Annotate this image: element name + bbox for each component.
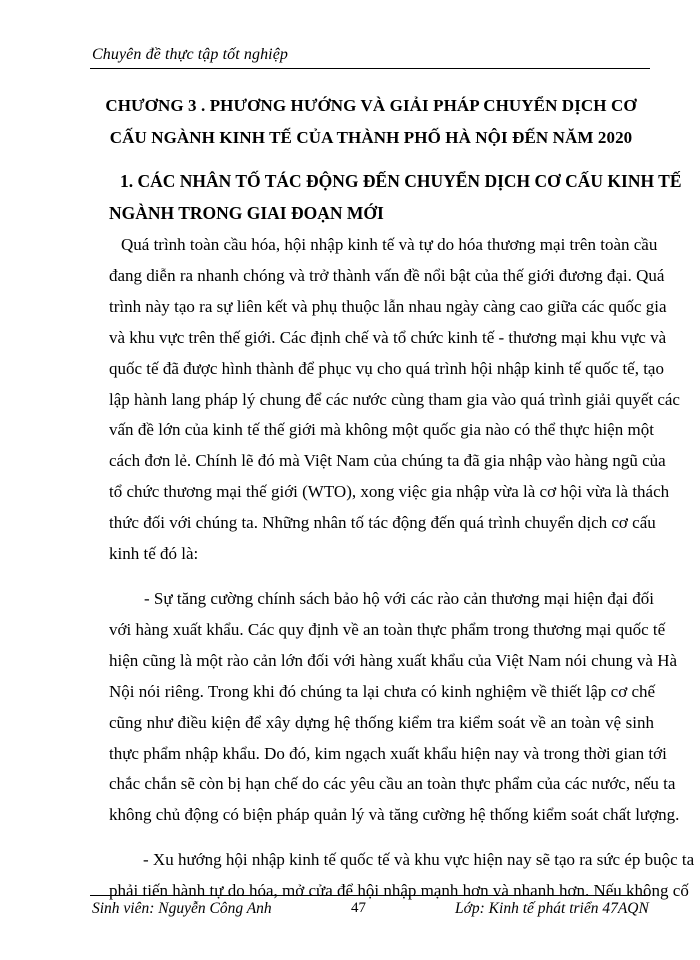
- chapter-title-line: CẤU NGÀNH KINH TẾ CỦA THÀNH PHỐ HÀ NỘI ĐẾN NĂM 2020: [109, 128, 633, 147]
- paragraph-line: với hàng xuất khẩu. Các quy định về an toàn thực phẩm trong thương mại quốc tế: [109, 619, 666, 639]
- paragraph-line: quốc tế đã được hình thành để phục vụ cho quá trình hội nhập kinh tế quốc tế, tạo: [109, 358, 664, 378]
- body-text: [109, 230, 695, 907]
- paragraph-line: cũng như điều kiện để xây dựng hệ thống kiểm tra kiểm soát về an toàn vệ sinh: [109, 712, 654, 732]
- footer-rule: [90, 895, 650, 896]
- chapter-title-line: CHƯƠNG 3 . PHƯƠNG HƯỚNG VÀ GIẢI PHÁP CHUYỂN DỊCH CƠ: [105, 96, 637, 115]
- paragraph-line: cách đơn lẻ. Chính lẽ đó mà Việt Nam của chúng ta đã gia nhập vào hàng ngũ của: [109, 451, 666, 471]
- section-title-line: 1. CÁC NHÂN TỐ TÁC ĐỘNG ĐẾN CHUYỂN DỊCH CƠ CẤU KINH TẾ: [120, 171, 682, 191]
- paragraph-line: Quá trình toàn cầu hóa, hội nhập kinh tế và tự do hóa thương mại trên toàn cầu: [121, 235, 658, 254]
- paragraph-line: phải tiến hành tự do hóa, mở cửa để hội nhập mạnh hơn và nhanh hơn. Nếu không cố: [109, 881, 689, 901]
- paragraph-line: trình này tạo ra sự liên kết và phụ thuộc lẫn nhau ngày càng cao giữa các quốc gia: [109, 296, 667, 316]
- paragraph-line: và khu vực trên thế giới. Các định chế và tổ chức kinh tế - thương mại khu vực và: [109, 327, 667, 347]
- paragraph-line: không chủ động có biện pháp quản lý và tăng cường hệ thống kiểm soát chất lượng.: [109, 805, 680, 825]
- paragraph-line: chắc chắn sẽ còn bị hạn chế do các yêu cầu an toàn thực phẩm của các nước, nếu ta: [109, 774, 676, 794]
- paragraph-line: tổ chức thương mại thế giới (WTO), xong việc gia nhập vừa là cơ hội vừa là thách: [109, 482, 670, 502]
- paragraph-line: - Xu hướng hội nhập kinh tế quốc tế và khu vực hiện nay sẽ tạo ra sức ép buộc ta: [143, 850, 695, 870]
- paragraph-line: thức đối với chúng ta. Những nhân tố tác động đến quá trình chuyển dịch cơ cấu: [109, 513, 656, 533]
- section-title-line: NGÀNH TRONG GIAI ĐOẠN MỚI: [109, 203, 384, 223]
- footer-class: Lớp: Kinh tế phát triển 47AQN: [455, 900, 649, 917]
- paragraph-line: đang diễn ra nhanh chóng và trở thành vấn đề nổi bật của thế giới đương đại. Quá: [109, 265, 665, 285]
- paragraph-gap: [109, 570, 654, 584]
- paragraph-gap: [109, 831, 654, 845]
- paragraph-line: kinh tế đó là:: [109, 544, 199, 564]
- paragraph-line: hiện cũng là một rào cản lớn đối với hàng xuất khẩu của Việt Nam nói chung và Hà: [109, 650, 678, 670]
- paragraph-line: Nội nói riêng. Trong khi đó chúng ta lại chưa có kinh nghiệm về thiết lập cơ chế: [109, 681, 656, 701]
- footer-student: Sinh viên: Nguyễn Công Anh: [92, 900, 272, 917]
- chapter-title: [92, 90, 650, 154]
- paragraph-line: - Sự tăng cường chính sách bảo hộ với các rào cản thương mại hiện đại đối: [144, 588, 654, 608]
- paragraph-line: vấn đề lớn của kinh tế thế giới mà không một quốc gia nào có thể thực hiện một: [109, 420, 654, 440]
- paragraph-line: thực phẩm nhập khẩu. Do đó, kim ngạch xuất khẩu hiện nay và trong thời gian tới: [109, 743, 667, 763]
- page-number: 47: [351, 900, 366, 916]
- section-title: [109, 165, 682, 229]
- paragraph-line: lập hành lang pháp lý chung để các nước cùng tham gia vào quá trình giải quyết các: [109, 389, 680, 409]
- header-rule: [90, 68, 650, 69]
- running-header: Chuyên đề thực tập tốt nghiệp: [92, 46, 289, 63]
